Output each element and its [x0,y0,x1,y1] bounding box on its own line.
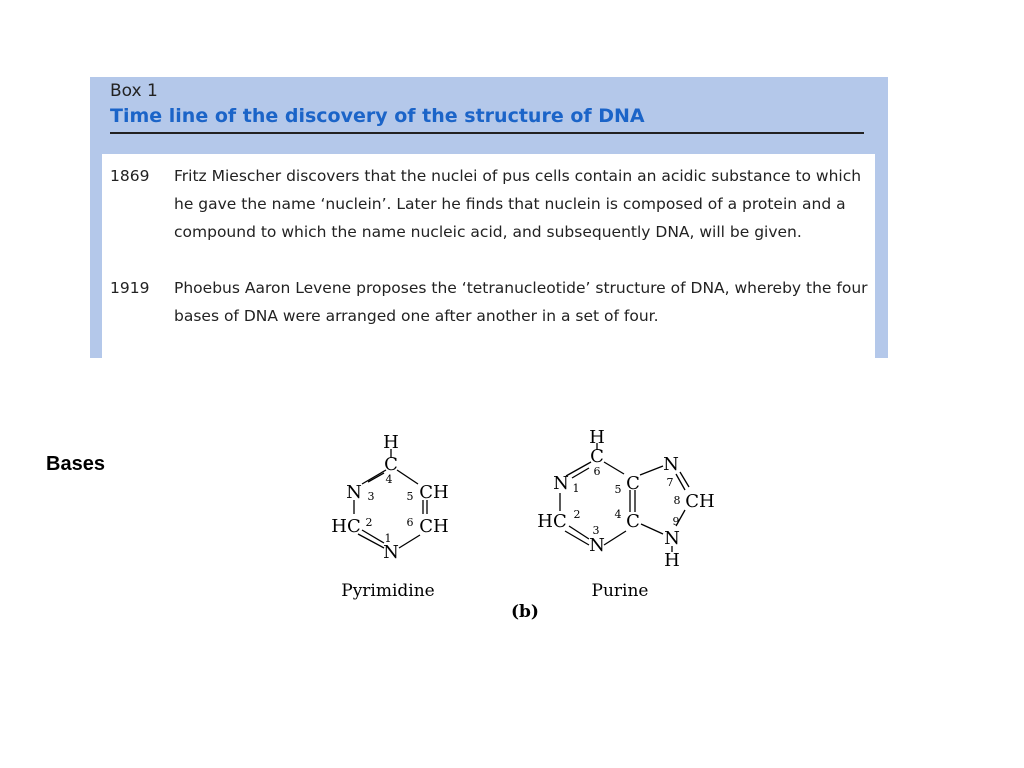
position-number: 1 [384,532,392,545]
position-number: 9 [672,515,680,528]
atom-label: C [384,454,398,475]
atom-label: C [626,511,640,532]
atom-label: CH [419,516,449,537]
atom-label: CH [685,491,715,512]
atom-label: N [553,473,569,494]
position-number: 3 [367,490,375,503]
entry-text: Phoebus Aaron Levene proposes the ‘tetranucleotide’ structure of DNA, whereby the four bases of DNA were arranged one after another in a set of four. [174,279,868,325]
box-label: Box 1 [110,81,158,101]
atom-label: N [663,454,679,475]
atom-label: H [383,432,399,453]
atom-label: C [590,446,604,467]
pyrimidine-caption: Pyrimidine [341,581,435,601]
position-number: 3 [592,524,600,537]
panel-label: (b) [511,602,539,622]
entry-text: Fritz Miescher discovers that the nuclei of pus cells contain an acidic substance to which he gave the name ‘nuclein’. Later he finds that nuclein is composed of a protein and a compound to which the name nucleic acid, and subsequently DNA, will be given. [174,167,862,241]
position-number: 5 [406,490,414,503]
entry-year: 1869 [110,167,150,185]
entry-year: 1919 [110,279,150,297]
position-number: 6 [593,465,601,478]
atom-label: N [346,482,362,503]
atom-label: C [626,473,640,494]
box-title: Time line of the discovery of the structure of DNA [110,105,645,127]
position-number: 6 [406,516,414,529]
purine-caption: Purine [591,581,649,601]
atom-label: N [664,528,680,549]
atom-label: CH [419,482,449,503]
atom-label: N [383,542,399,563]
position-number: 8 [673,494,681,507]
atom-label: H [589,427,605,448]
position-number: 2 [573,508,581,521]
position-number: 2 [365,516,373,529]
pyrimidine-bonds [354,443,689,552]
atom-label: HC [537,511,567,532]
position-number: 4 [385,473,393,486]
position-number: 5 [614,483,622,496]
atom-label: H [664,550,680,571]
position-number: 7 [666,476,674,489]
position-number: 1 [572,482,580,495]
bases-label: Bases [46,453,105,475]
atom-label: HC [331,516,361,537]
position-number: 4 [614,508,622,521]
atom-label: N [589,535,605,556]
